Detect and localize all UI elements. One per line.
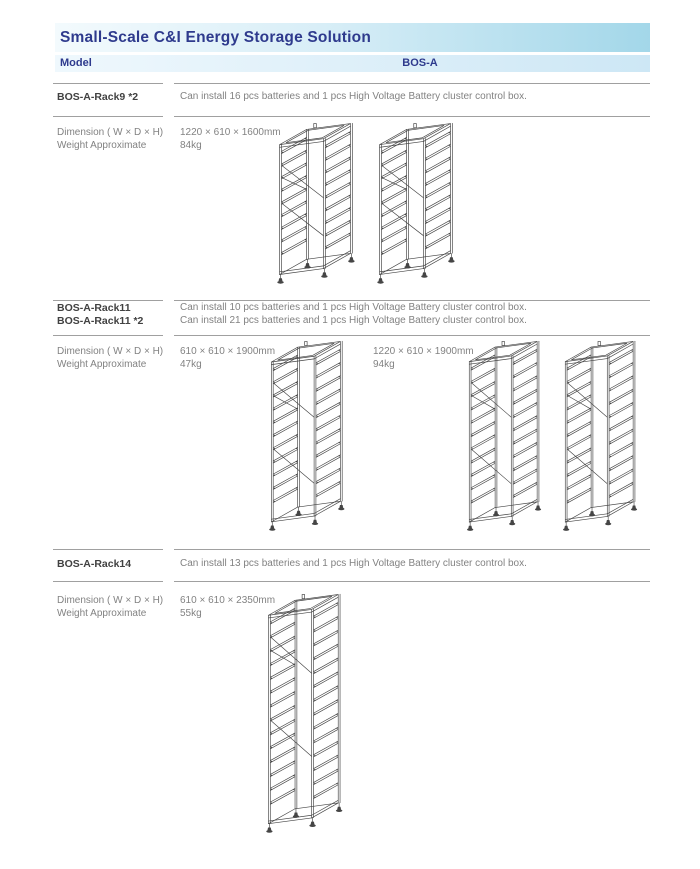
rack-wireframe — [264, 339, 356, 535]
rack-diagram-rack14-single — [261, 592, 354, 837]
spec-values-rack9 — [180, 126, 281, 152]
model-name-rack11: BOS-A-Rack11 — [57, 302, 131, 314]
weight-value: 84kg — [180, 140, 202, 151]
column-header-model: Model — [60, 57, 92, 69]
model-description-rack11-x2: Can install 21 pcs batteries and 1 pcs High Voltage Battery cluster control box. — [180, 314, 527, 326]
rack-wireframe — [272, 121, 367, 288]
dimension-value: 610 × 610 × 2350mm — [180, 595, 276, 606]
divider — [174, 335, 650, 336]
divider — [53, 300, 163, 301]
rack-wireframe — [372, 121, 467, 288]
dimension-value: 1220 × 610 × 1600mm — [180, 127, 281, 138]
page-title-band — [55, 23, 650, 52]
weight-label: Weight Approximate — [57, 140, 147, 151]
rack-diagram-rack11-single — [264, 339, 356, 535]
rack-wireframe — [558, 339, 649, 535]
divider — [174, 581, 650, 582]
divider — [174, 83, 650, 84]
model-name-rack9: BOS-A-Rack9 *2 — [57, 91, 139, 103]
dimension-value: 610 × 610 × 1900mm — [180, 346, 276, 357]
weight-value: 47kg — [180, 359, 202, 370]
dimension-label: Dimension ( W × D × H) — [57, 346, 164, 357]
model-description-rack9: Can install 16 pcs batteries and 1 pcs High Voltage Battery cluster control box. — [180, 91, 527, 102]
divider — [53, 549, 163, 550]
divider — [53, 581, 163, 582]
model-description-rack14: Can install 13 pcs batteries and 1 pcs High Voltage Battery cluster control box. — [180, 558, 527, 569]
rack-wireframe — [261, 592, 354, 837]
model-name-rack11-x2: BOS-A-Rack11 *2 — [57, 314, 144, 327]
dimension-weight-labels — [57, 345, 163, 371]
divider — [53, 116, 163, 117]
table-header-row — [55, 55, 650, 72]
weight-label: Weight Approximate — [57, 359, 147, 370]
dimension-label: Dimension ( W × D × H) — [57, 127, 164, 138]
divider — [53, 335, 163, 336]
dimension-weight-labels — [57, 126, 163, 152]
dimension-label: Dimension ( W × D × H) — [57, 595, 164, 606]
rack-diagram-rack11-pair — [462, 339, 648, 535]
spec-values-rack11-x2 — [373, 345, 474, 371]
dimension-value: 1220 × 610 × 1900mm — [373, 346, 474, 357]
model-descriptions-rack11 — [180, 302, 527, 327]
divider — [53, 83, 163, 84]
model-names-rack11 — [57, 302, 143, 327]
weight-value: 55kg — [180, 608, 202, 619]
divider — [174, 549, 650, 550]
spec-values-rack11 — [180, 345, 275, 371]
dimension-weight-labels — [57, 594, 163, 620]
rack-diagram-rack9-pair — [272, 121, 466, 288]
column-header-product: BOS-A — [402, 57, 438, 69]
weight-value: 94kg — [373, 359, 395, 370]
divider — [174, 300, 650, 301]
model-name-rack14: BOS-A-Rack14 — [57, 558, 132, 570]
weight-label: Weight Approximate — [57, 608, 147, 619]
page-title: Small-Scale C&I Energy Storage Solution — [60, 29, 371, 46]
divider — [174, 116, 650, 117]
rack-wireframe — [462, 339, 553, 535]
model-description-rack11: Can install 10 pcs batteries and 1 pcs High Voltage Battery cluster control box. — [180, 302, 527, 313]
